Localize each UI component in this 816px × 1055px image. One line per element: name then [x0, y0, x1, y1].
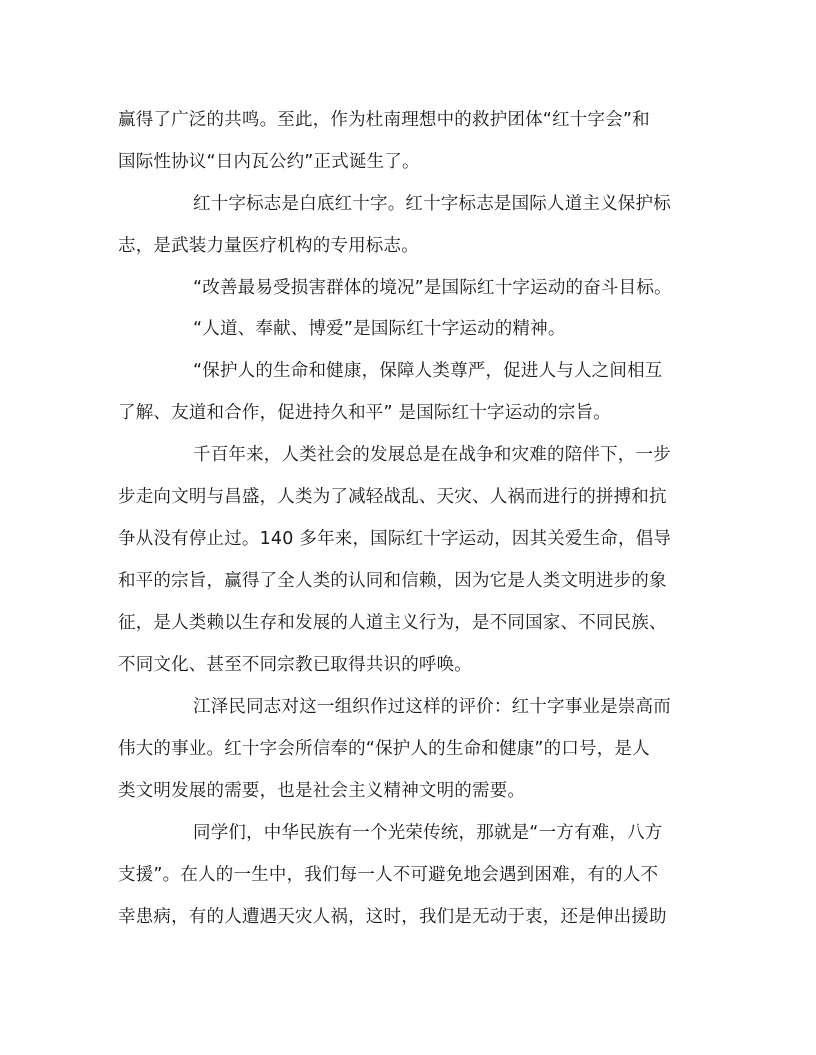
text-line-18: 同学们，中华民族有一个光荣传统，那就是“一方有难，八方: [193, 823, 663, 843]
text-line-3: 红十字标志是白底红十字。红十字标志是国际人道主义保护标: [193, 194, 671, 214]
text-line-10: 步走向文明与昌盛，人类为了减轻战乱、天灾、人祸而进行的拼搏和抗: [118, 487, 667, 507]
text-line-5: “改善最易受损害群体的境况”是国际红十字运动的奋斗目标。: [193, 278, 672, 298]
text-line-6: “人道、奉献、博爱”是国际红十字运动的精神。: [193, 319, 566, 339]
text-line-9: 千百年来，人类社会的发展总是在战争和灾难的陪伴下，一步: [193, 445, 671, 465]
text-line-4: 志，是武装力量医疗机构的专用标志。: [118, 236, 419, 256]
text-line-14: 不同文化、甚至不同宗教已取得共识的呼唤。: [118, 655, 472, 675]
text-line-8: 了解、友道和合作，促进持久和平” 是国际红十字运动的宗旨。: [118, 403, 611, 423]
text-line-12: 和平的宗旨，赢得了全人类的认同和信赖，因为它是人类文明进步的象: [118, 571, 667, 591]
text-line-7: “保护人的生命和健康，保障人类尊严，促进人与人之间相互: [193, 361, 663, 381]
text-line-19: 支援”。在人的一生中，我们每一人不可避免地会遇到困难，有的人不: [118, 865, 659, 885]
text-line-1: 赢得了广泛的共鸣。至此，作为杜南理想中的救护团体“红十字会”和: [118, 110, 650, 130]
text-line-11: 争从没有停止过。140 多年来，国际红十字运动，因其关爱生命，倡导: [118, 529, 672, 549]
text-line-15: 江泽民同志对这一组织作过这样的评价：红十字事业是崇高而: [193, 697, 671, 717]
text-line-13: 征，是人类赖以生存和发展的人道主义行为，是不同国家、不同民族、: [118, 613, 667, 633]
text-line-2: 国际性协议“日内瓦公约”正式诞生了。: [118, 152, 420, 172]
text-line-17: 类文明发展的需要，也是社会主义精神文明的需要。: [118, 781, 526, 801]
text-line-16: 伟大的事业。红十字会所信奉的“保护人的生命和健康”的口号，是人: [118, 739, 650, 759]
text-line-20: 幸患病，有的人遭遇天灾人祸，这时，我们是无动于衷，还是伸出援助: [118, 907, 667, 927]
